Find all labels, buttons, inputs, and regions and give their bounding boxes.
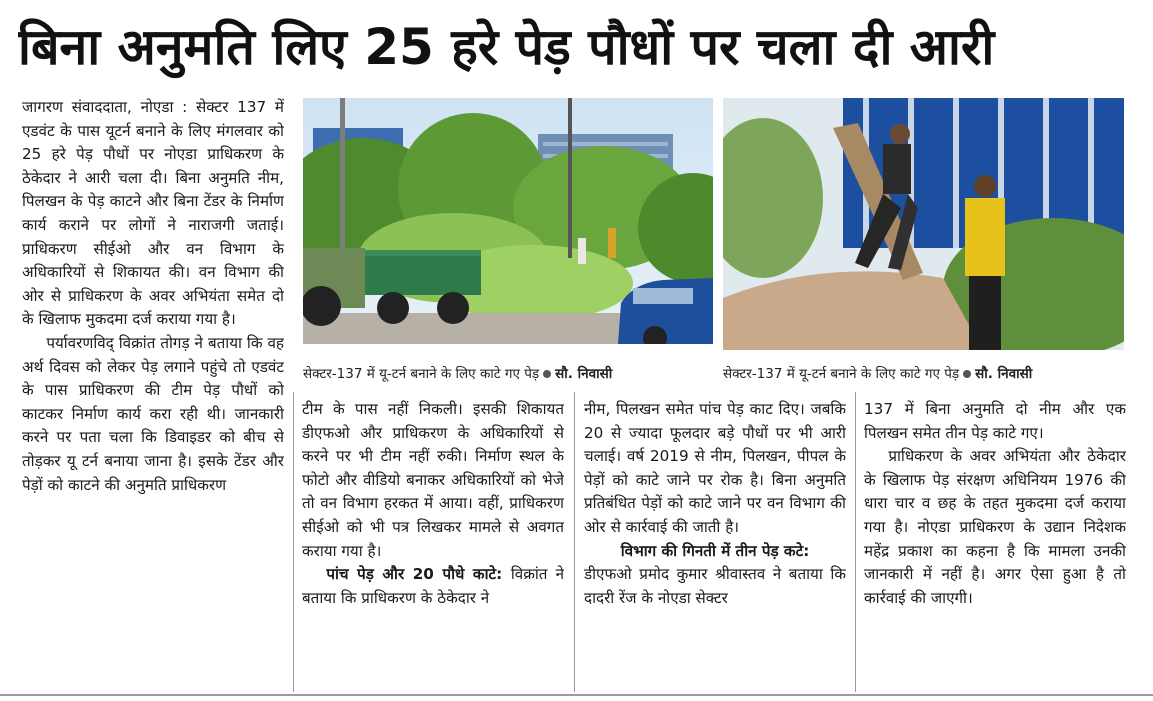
photo-caption-right-text: सेक्टर-137 में यू-टर्न बनाने के लिए काटे गए पेड़ [723, 366, 960, 382]
column-2-text-2: विक्रांत ने बताया कि प्राधिकरण के ठेकेदार ने [302, 565, 564, 607]
column-1-text-1: सेक्टर 137 में एडवंट के पास यूटर्न बनाने के लिए मंगलवार को 25 हरे पेड़ पौधों पर नोएडा प्राधिकरण के ठेकेदार ने आरी चला दी। बिना अनुमति नीम, पिलखन के पेड़ काटने और बिना टेंडर के निर्माण कार्य कराने पर लोगों ने नाराजगी जताई। प्राधिकरण सीईओ और वन विभाग के अधिकारियों से शिकायत की। वन विभाग की ओर से प्राधिकरण के अवर अभियंता समेत दो के खिलाफ मुकदमा दर्ज कराया गया है। [22, 98, 284, 329]
bottom-rule [0, 694, 1153, 696]
column-3-paragraph-1: नीम, पिलखन समेत पांच पेड़ काट दिए। जबकि 20 से ज्यादा फूलदार बड़े पौधों पर भी आरी चलाई। वर्ष 2019 से नीम, पिलखन, पीपल के पेड़ों को काटे जाने पर रोक है। बिना अनुमति प्रतिबंधित पेड़ों को काटे जाने पर वन विभाग की ओर से कार्रवाई की जाती है। [584, 400, 846, 536]
column-divider [574, 392, 575, 692]
subheading-five-trees: पांच पेड़ और 20 पौधे काटे: [326, 565, 511, 584]
photo-caption-right [723, 364, 1128, 384]
photo-caption-left-text: सेक्टर-137 में यू-टर्न बनाने के लिए काटे गए पेड़ [303, 366, 540, 382]
column-4-paragraph-1: 137 में बिना अनुमति दो नीम और एक पिलखन समेत तीन पेड़ काटे गए। [864, 400, 1126, 442]
photo-credit-right: सौ. निवासी [975, 366, 1033, 382]
column-2-paragraph-1: टीम के पास नहीं निकली। इसकी शिकायत डीएफओ और प्राधिकरण के अधिकारियों से करने पर भी टीम नहीं रुकी। निर्माण स्थल के फोटो और वीडियो बनाकर अधिकारियों को भेजे तो वन विभाग हरकत में आया। वहीं, प्राधिकरण सीईओ को भी पत्र लिखकर मामले से अवगत कराया गया है। [302, 400, 564, 560]
bullet-dot-icon [543, 370, 551, 378]
article-column-2 [302, 398, 564, 692]
column-2-paragraph-2 [302, 563, 564, 610]
article-column-4 [864, 398, 1126, 692]
column-3-paragraph-2: डीएफओ प्रमोद कुमार श्रीवास्तव ने बताया कि दादरी रेंज के नोएडा सेक्टर [584, 565, 846, 607]
article-column-1 [22, 96, 284, 692]
photo-caption-left [303, 364, 715, 384]
column-4-paragraph-2: प्राधिकरण के अवर अभियंता और ठेकेदार के खिलाफ पेड़ संरक्षण अधिनियम 1976 की धारा चार व छह के तहत मुकदमा दर्ज कराया गया है। नोएडा प्राधिकरण के उद्यान निदेशक महेंद्र प्रकाश का कहना है कि मामला उनकी जानकारी में नहीं है। अगर ऐसा हुआ है तो कार्रवाई की जाएगी। [864, 447, 1126, 607]
bullet-dot-icon [963, 370, 971, 378]
article-column-3 [584, 398, 846, 692]
column-1-paragraph-2: पर्यावरणविद् विक्रांत तोगड़ ने बताया कि वह अर्थ दिवस को लेकर पेड़ लगाने पहुंचे तो एडवंट के पास प्राधिकरण की टीम पेड़ पौधों को काटकर निर्माण कार्य करा रही थी। जानकारी करने पर पता चला कि डिवाइडर को बीच से तोड़कर यू टर्न बनाया जाना है। इसके टेंडर और पेड़ों को काटने की अनुमति प्राधिकरण [22, 333, 284, 494]
subheading-department-count: विभाग की गिनती में तीन पेड़ कटे: [620, 541, 810, 560]
byline: जागरण संवाददाता, नोएडा : [22, 98, 197, 116]
photo-tree-cutting-tractor [303, 98, 713, 344]
column-divider [855, 392, 856, 692]
photo-workers-carrying-log [723, 98, 1124, 350]
headline: बिना अनुमति लिए 25 हरे पेड़ पौधों पर चला दी आरी [18, 18, 995, 76]
photo-credit-left: सौ. निवासी [555, 366, 613, 382]
column-divider [293, 392, 294, 692]
column-1-paragraph-1 [22, 96, 284, 332]
